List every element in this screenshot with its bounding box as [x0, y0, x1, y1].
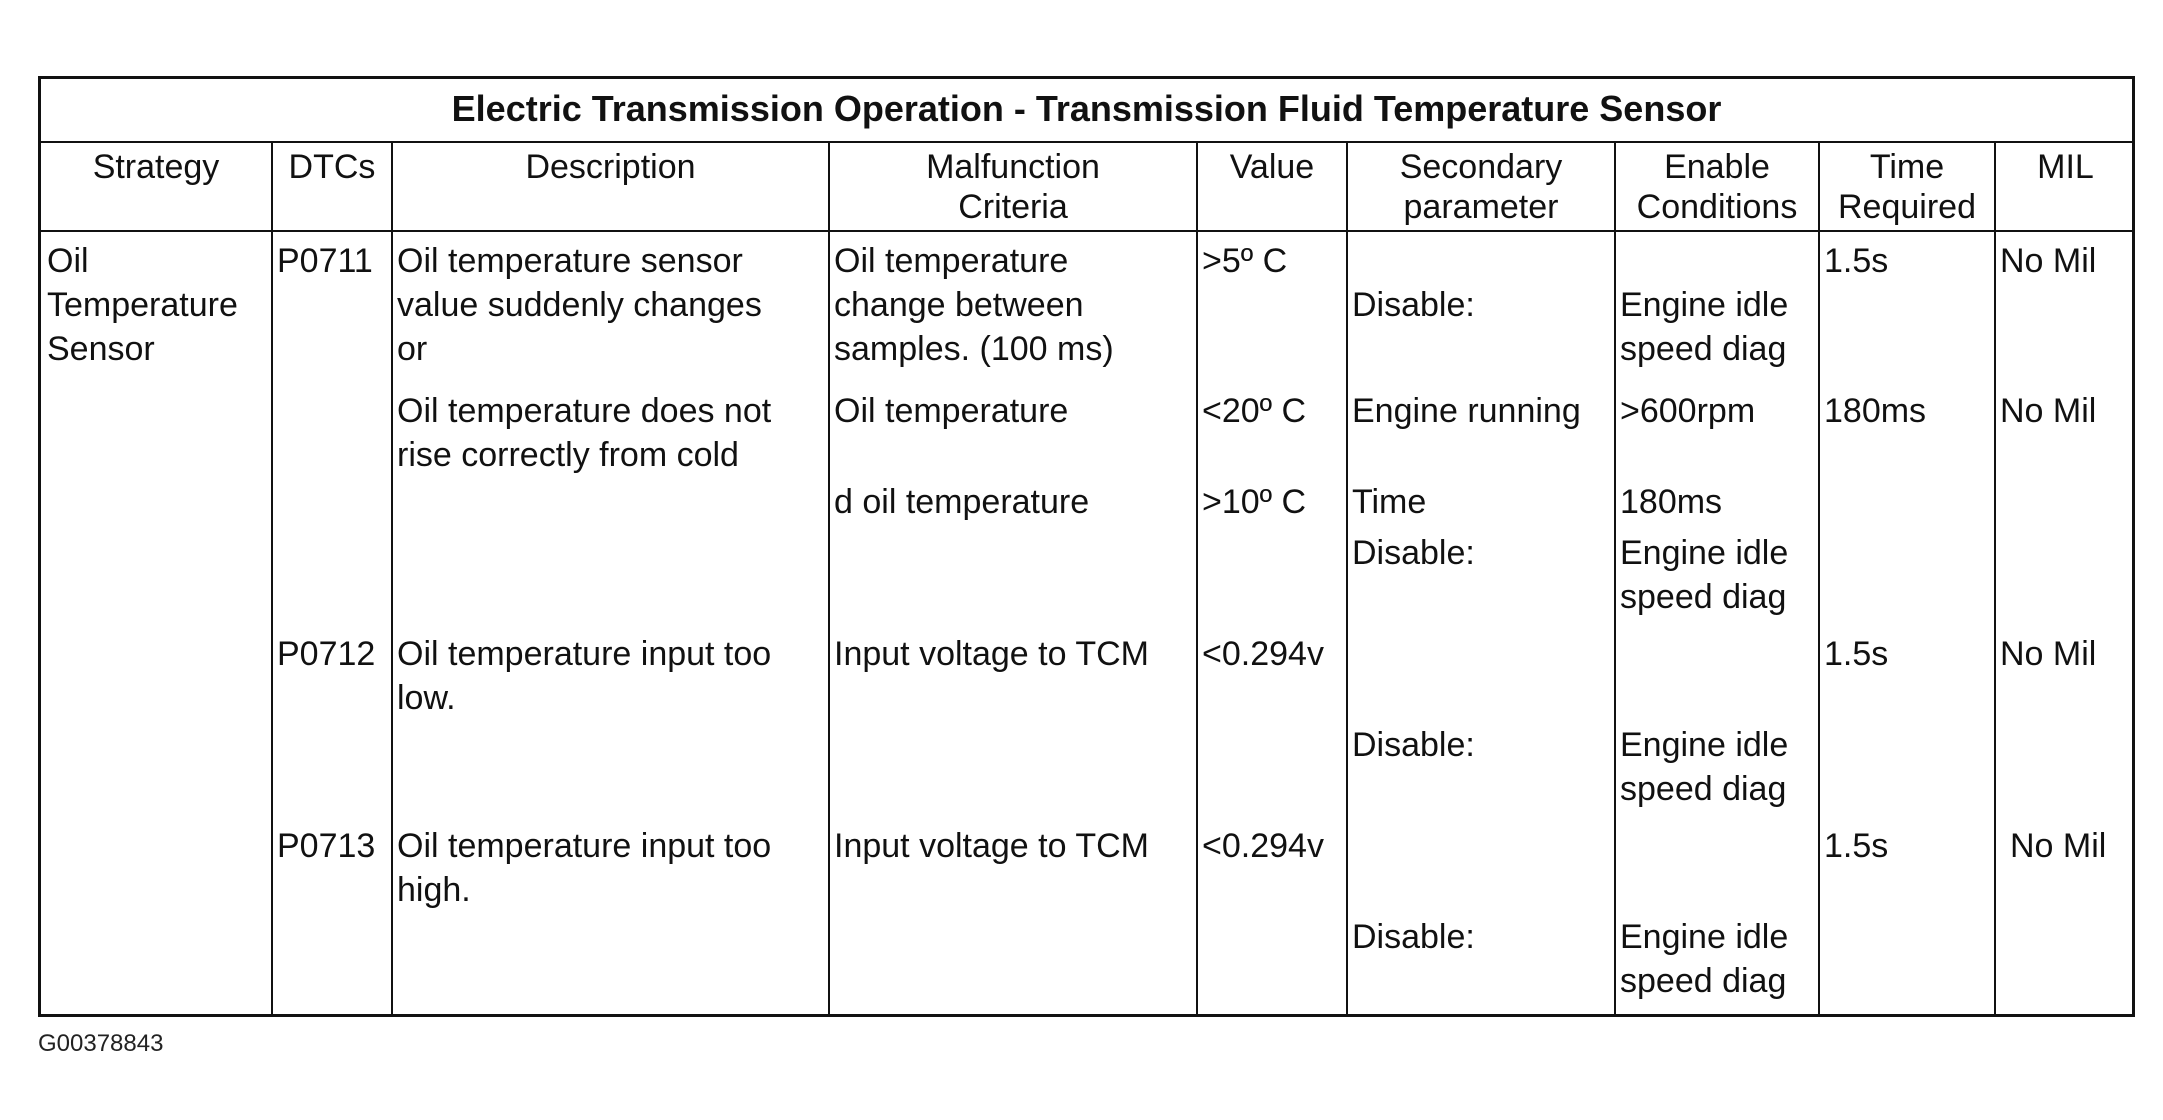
cold-criteria: Oil temperature — [834, 392, 1069, 430]
column-divider — [828, 141, 830, 1014]
header-strategy: Strategy — [92, 148, 220, 186]
p0713-enable: Engine idle speed diag — [1620, 918, 1789, 1000]
cold-value-2: >10º C — [1202, 483, 1307, 521]
column-divider — [1346, 141, 1348, 1014]
p0713-description: Oil temperature input too high. — [397, 827, 772, 909]
p0711-description: Oil temperature sensor value suddenly changes or — [397, 242, 762, 368]
p0711-criteria: Oil temperature change between samples. (100 ms) — [834, 242, 1114, 368]
header-divider — [41, 230, 2132, 232]
p0713-mil: No Mil — [2010, 827, 2107, 865]
dtc-p0713: P0713 — [277, 827, 376, 865]
p0712-secondary: Disable: — [1352, 726, 1475, 764]
p0713-value: <0.294v — [1202, 827, 1324, 865]
cold-enable-2: 180ms — [1620, 483, 1723, 521]
cold-secondary-2: Time — [1352, 483, 1427, 521]
dtc-p0711: P0711 — [277, 242, 373, 280]
header-time-required: Time Required — [1838, 148, 1976, 226]
table-title: Electric Transmission Operation - Transmission Fluid Temperature Sensor — [41, 79, 2132, 143]
cold-secondary-3: Disable: — [1352, 534, 1475, 572]
p0712-value: <0.294v — [1202, 635, 1324, 673]
header-mil: MIL — [2037, 148, 2094, 186]
column-divider — [1614, 141, 1616, 1014]
column-divider — [391, 141, 393, 1014]
cold-secondary: Engine running — [1352, 392, 1581, 430]
p0711-value: >5º C — [1202, 242, 1288, 280]
header-enable-conditions: Enable Conditions — [1636, 148, 1798, 226]
p0713-secondary: Disable: — [1352, 918, 1475, 956]
header-description: Description — [525, 148, 696, 186]
p0712-enable: Engine idle speed diag — [1620, 726, 1789, 808]
p0712-time: 1.5s — [1824, 635, 1889, 673]
header-dtcs: DTCs — [288, 148, 376, 186]
column-divider — [271, 141, 273, 1014]
cold-enable-3: Engine idle speed diag — [1620, 534, 1789, 616]
p0713-time: 1.5s — [1824, 827, 1889, 865]
header-malfunction-criteria: Malfunction Criteria — [926, 148, 1100, 226]
cold-mil: No Mil — [2000, 392, 2097, 430]
dtc-table — [38, 76, 2135, 1017]
cold-value: <20º C — [1202, 392, 1307, 430]
cold-enable: >600rpm — [1620, 392, 1756, 430]
p0712-criteria: Input voltage to TCM — [834, 635, 1149, 673]
figure-id: G00378843 — [38, 1030, 164, 1057]
header-secondary-parameter: Secondary parameter — [1399, 148, 1563, 226]
cold-criteria-2: d oil temperature — [834, 483, 1090, 521]
p0713-criteria: Input voltage to TCM — [834, 827, 1149, 865]
column-divider — [1994, 141, 1996, 1014]
column-divider — [1818, 141, 1820, 1014]
dtc-p0712: P0712 — [277, 635, 376, 673]
strategy-cell: Oil Temperature Sensor — [47, 242, 238, 368]
header-value: Value — [1229, 148, 1315, 186]
p0711-enable: Engine idle speed diag — [1620, 286, 1789, 368]
p0712-description: Oil temperature input too low. — [397, 635, 772, 717]
p0712-mil: No Mil — [2000, 635, 2097, 673]
p0711-time: 1.5s — [1824, 242, 1889, 280]
cold-description: Oil temperature does not rise correctly from cold — [397, 392, 772, 474]
column-divider — [1196, 141, 1198, 1014]
p0711-mil: No Mil — [2000, 242, 2097, 280]
p0711-secondary: Disable: — [1352, 286, 1475, 324]
cold-time: 180ms — [1824, 392, 1927, 430]
